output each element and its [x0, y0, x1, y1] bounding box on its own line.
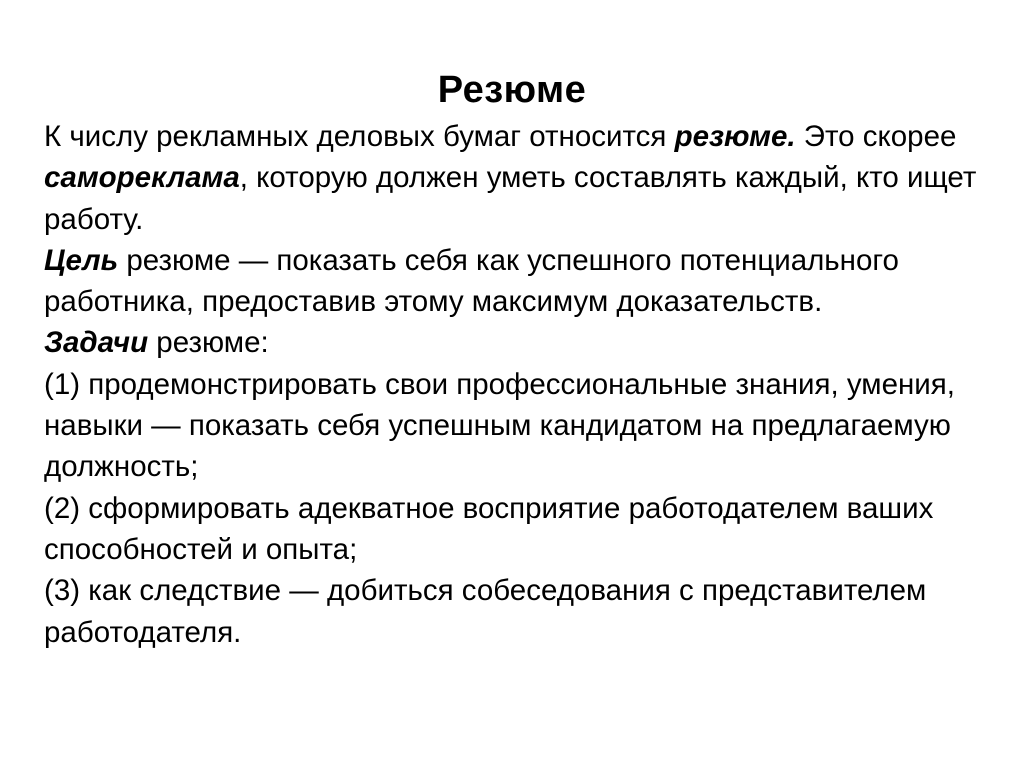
intro-text-2: Это скорее	[795, 120, 957, 153]
task-item-3: (3) как следствие — добиться собеседования с представителем работодателя.	[44, 574, 927, 649]
intro-emphasis-selfpromo: самореклама	[44, 161, 240, 195]
slide-body	[44, 116, 1004, 653]
intro-emphasis-resume: резюме.	[674, 120, 796, 153]
task-item-2: (2) сформировать адекватное восприятие работодателем ваших способностей и опыта;	[44, 491, 934, 566]
goal-paragraph	[44, 240, 1004, 323]
goal-label: Цель	[44, 243, 119, 277]
intro-text-3: , которую должен уметь составлять каждый, кто ищет работу.	[44, 161, 977, 236]
tasks-heading	[44, 322, 1004, 363]
intro-paragraph	[44, 116, 1004, 240]
slide-title: Резюме	[437, 69, 587, 111]
task-item-1: (1) продемонстрировать свои профессиональные знания, умения, навыки — показать себя успешным кандидатом на предлагаемую должность;	[44, 367, 955, 484]
goal-text: резюме — показать себя как успешного потенциального работника, предоставив этому максимум доказательств.	[44, 243, 899, 319]
tasks-text: резюме:	[148, 326, 269, 360]
intro-text-1: К числу рекламных деловых бумаг относится	[44, 120, 675, 153]
tasks-label: Задачи	[44, 326, 149, 360]
